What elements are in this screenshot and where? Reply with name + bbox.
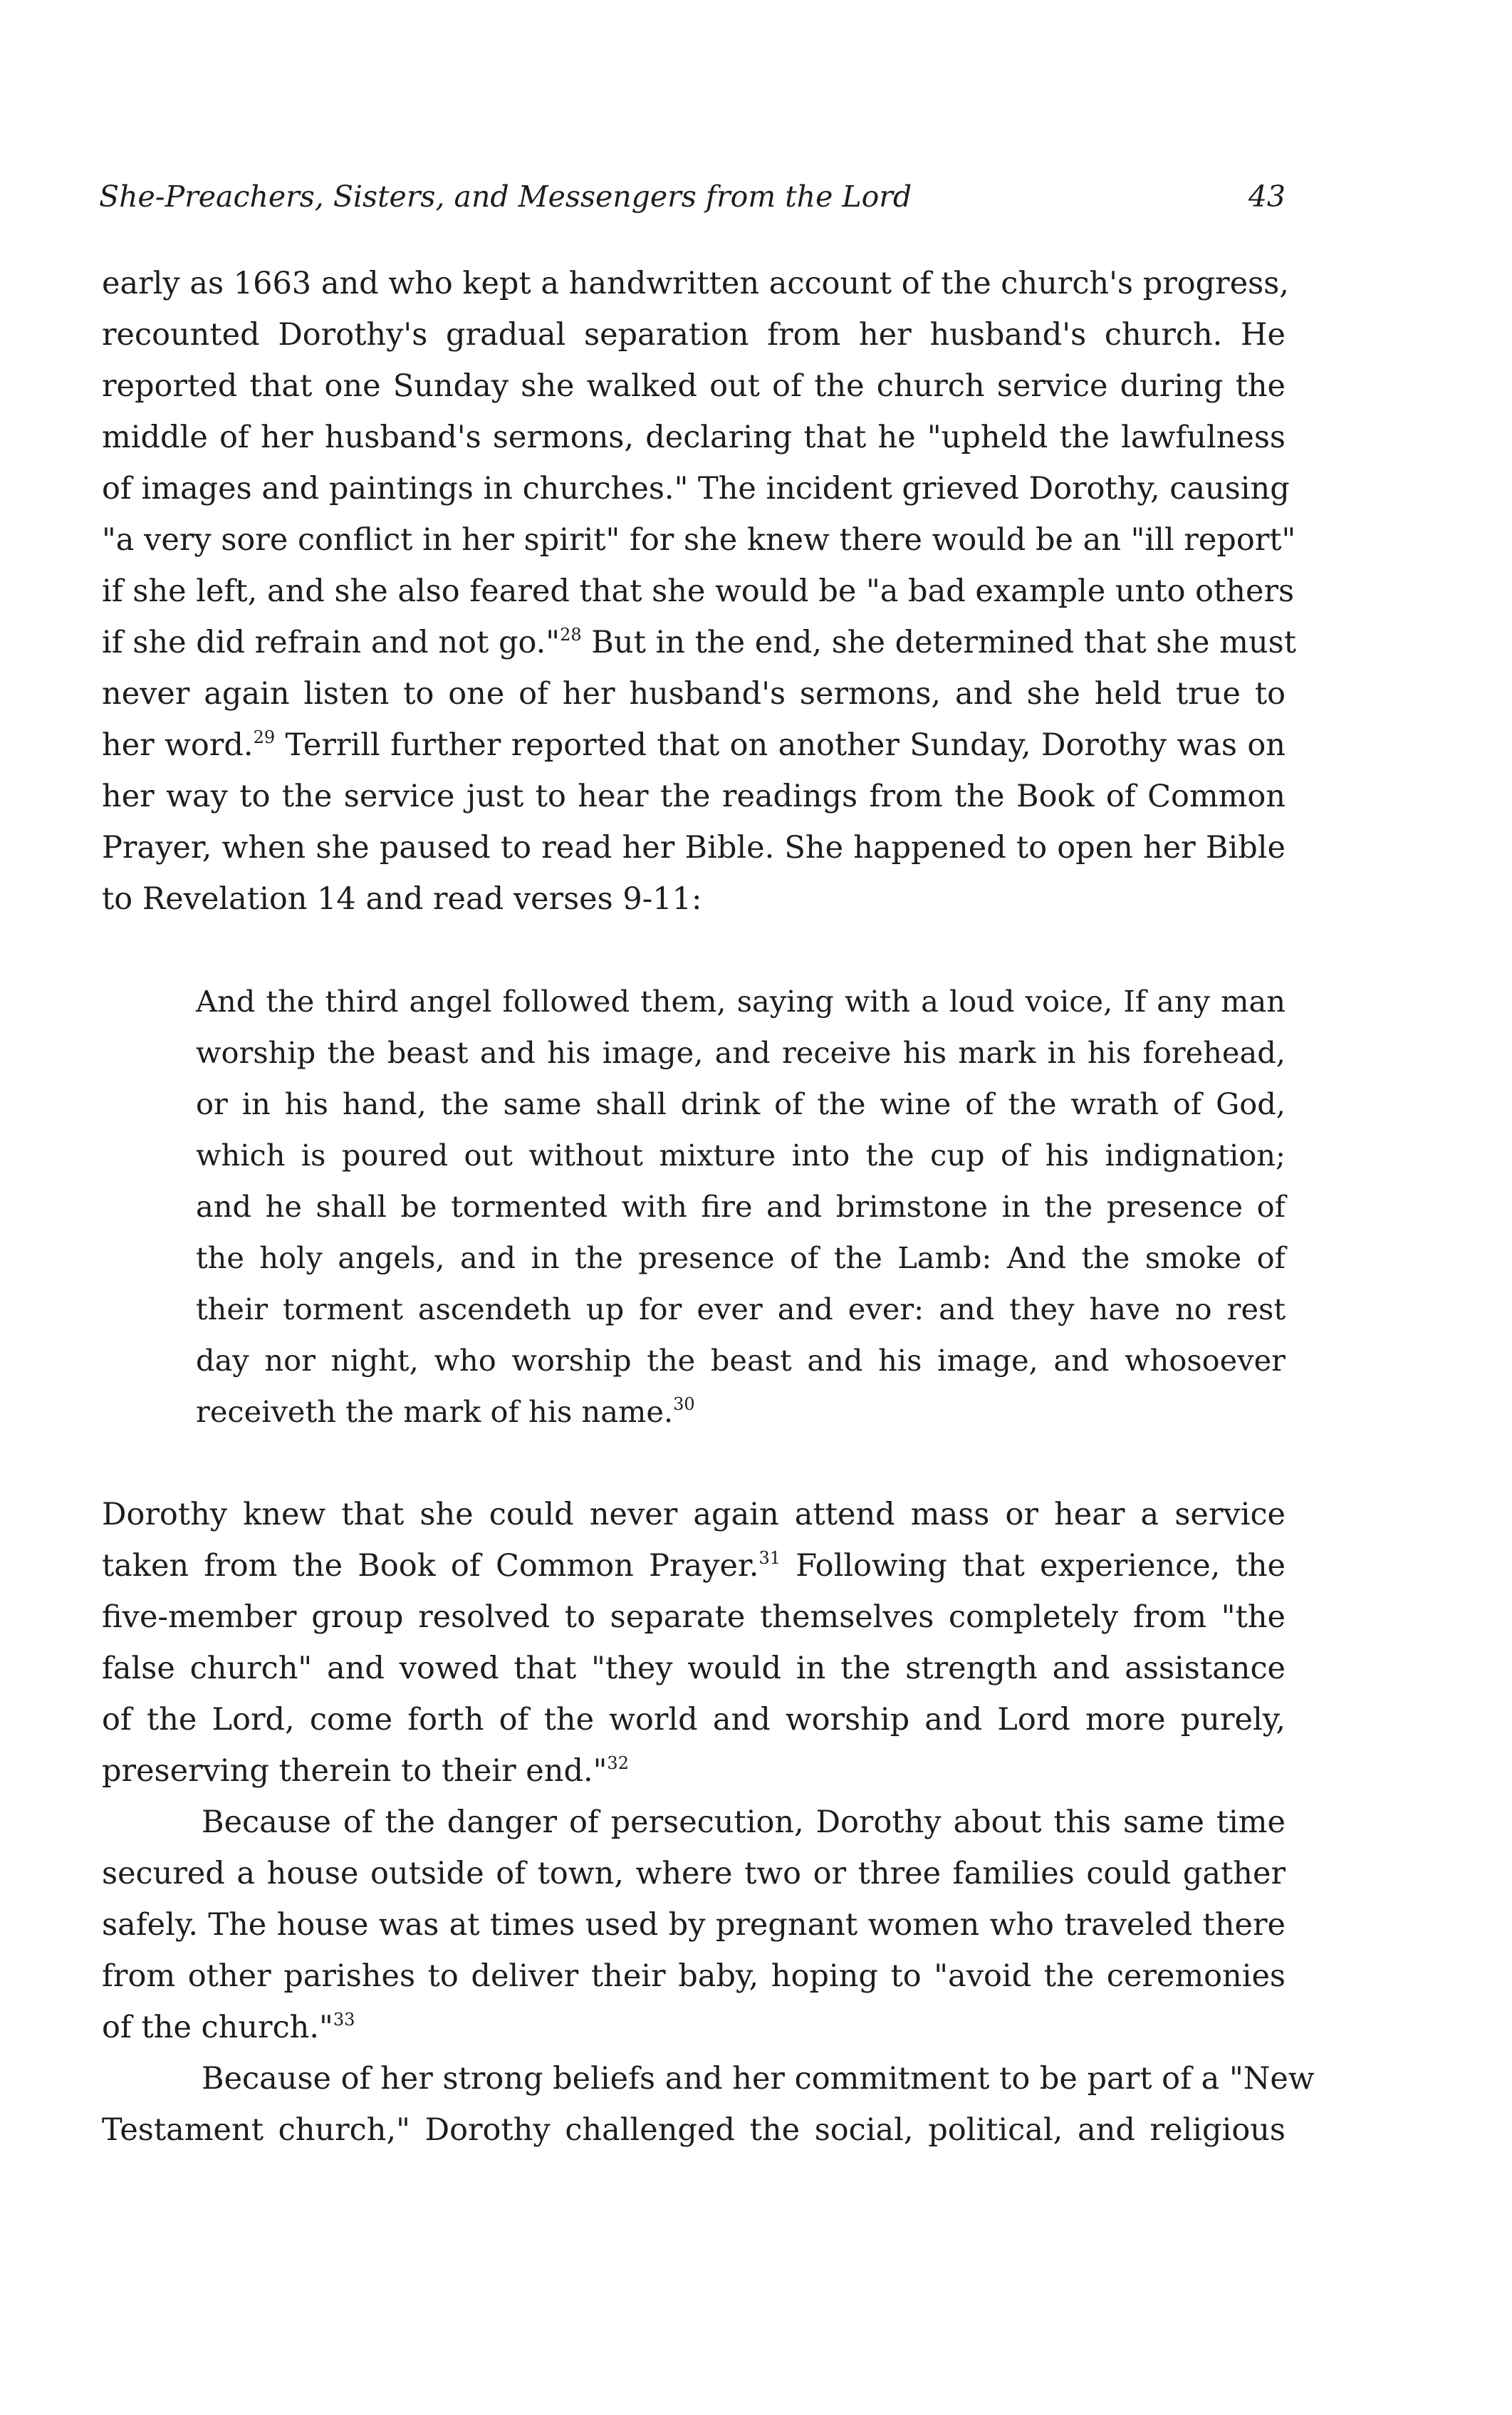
text-segment: if she did refrain and not go.": [102, 625, 561, 660]
text-line: middle of her husband's sermons, declaring that he "upheld the lawfulness: [102, 420, 1286, 455]
text-segment: But in the end, she determined that she must: [581, 625, 1296, 660]
quote-line: their torment ascendeth up for ever and ever: and they have no rest: [196, 1292, 1286, 1326]
text-line: from other parishes to deliver their baby, hoping to "avoid the ceremonies: [102, 1958, 1286, 1994]
text-segment: Terrill further reported that on another Sunday, Dorothy was on: [275, 727, 1286, 763]
text-line: five-member group resolved to separate themselves completely from "the: [102, 1599, 1286, 1635]
text-line: [102, 1745, 1286, 1797]
text-line: her way to the service just to hear the readings from the Book of Common: [102, 779, 1286, 814]
text-line: "a very sore conflict in her spirit" for she knew there would be an "ill report": [102, 522, 1296, 558]
text-segment: taken from the Book of Common Prayer.: [102, 1548, 759, 1584]
page-header: [99, 175, 1286, 218]
quote-line: or in his hand, the same shall drink of the wine of the wrath of God,: [196, 1086, 1286, 1121]
text-line: recounted Dorothy's gradual separation from her husband's church. He: [102, 317, 1286, 353]
text-segment: receiveth the mark of his name.: [196, 1394, 674, 1429]
text-line: never again listen to one of her husband's sermons, and she held true to: [102, 676, 1286, 712]
text-line: Because of her strong beliefs and her commitment to be part of a "New: [202, 2061, 1315, 2097]
text-line: Dorothy knew that she could never again attend mass or hear a service: [102, 1497, 1286, 1532]
page-number: 43: [1248, 180, 1286, 214]
text-segment: of the church.": [102, 2010, 333, 2045]
text-segment: Following that experience, the: [780, 1548, 1286, 1584]
quote-line: worship the beast and his image, and receive his mark in his forehead,: [196, 1035, 1286, 1070]
text-line: early as 1663 and who kept a handwritten account of the church's progress,: [102, 266, 1289, 301]
text-line: safely. The house was at times used by pregnant women who traveled there: [102, 1907, 1286, 1943]
body-text: [102, 258, 1315, 2156]
text-line: Because of the danger of persecution, Dorothy about this same time: [202, 1804, 1286, 1840]
footnote-ref: 33: [333, 2009, 355, 2030]
text-line: of the Lord, come forth of the world and worship and Lord more purely,: [102, 1702, 1286, 1738]
paragraph: [102, 2053, 1315, 2156]
quote-line: day nor night, who worship the beast and his image, and whosoever: [196, 1343, 1286, 1378]
text-line: of images and paintings in churches." The incident grieved Dorothy, causing: [102, 471, 1290, 507]
text-segment: preserving therein to their end.": [102, 1753, 608, 1789]
text-line: [102, 720, 1286, 771]
text-line: Prayer, when she paused to read her Bible. She happened to open her Bible: [102, 830, 1286, 866]
paragraph: [102, 1489, 1286, 1797]
footnote-ref: 31: [758, 1547, 781, 1568]
text-line: Testament church," Dorothy challenged the social, political, and religious: [102, 2112, 1286, 2148]
text-segment: her word.: [102, 727, 254, 763]
quote-line: which is poured out without mixture into the cup of his indignation;: [196, 1138, 1286, 1173]
text-line: [102, 1540, 1286, 1591]
quote-line: [196, 1386, 1286, 1438]
text-line: [102, 2002, 1286, 2053]
footnote-ref: 28: [560, 624, 582, 645]
text-line: reported that one Sunday she walked out of the church service during the: [102, 368, 1286, 404]
paragraph: [102, 258, 1296, 925]
footnote-ref: 32: [607, 1752, 629, 1773]
footnote-ref: 29: [253, 727, 276, 747]
text-line: if she left, and she also feared that she would be "a bad example unto others: [102, 573, 1295, 609]
text-line: false church" and vowed that "they would in the strength and assistance: [102, 1651, 1286, 1686]
quote-line: And the third angel followed them, saying with a loud voice, If any man: [196, 984, 1286, 1019]
quote-line: and he shall be tormented with fire and brimstone in the presence of: [196, 1189, 1286, 1224]
block-quote: [102, 976, 1286, 1438]
footnote-ref: 30: [673, 1394, 695, 1415]
text-line: to Revelation 14 and read verses 9-11:: [102, 881, 702, 917]
running-head: She-Preachers, Sisters, and Messengers from the Lord: [99, 180, 912, 214]
paragraph: [102, 1797, 1286, 2053]
text-line: secured a house outside of town, where two or three families could gather: [102, 1856, 1286, 1891]
text-line: [102, 617, 1296, 668]
quote-line: the holy angels, and in the presence of the Lamb: And the smoke of: [196, 1240, 1286, 1275]
